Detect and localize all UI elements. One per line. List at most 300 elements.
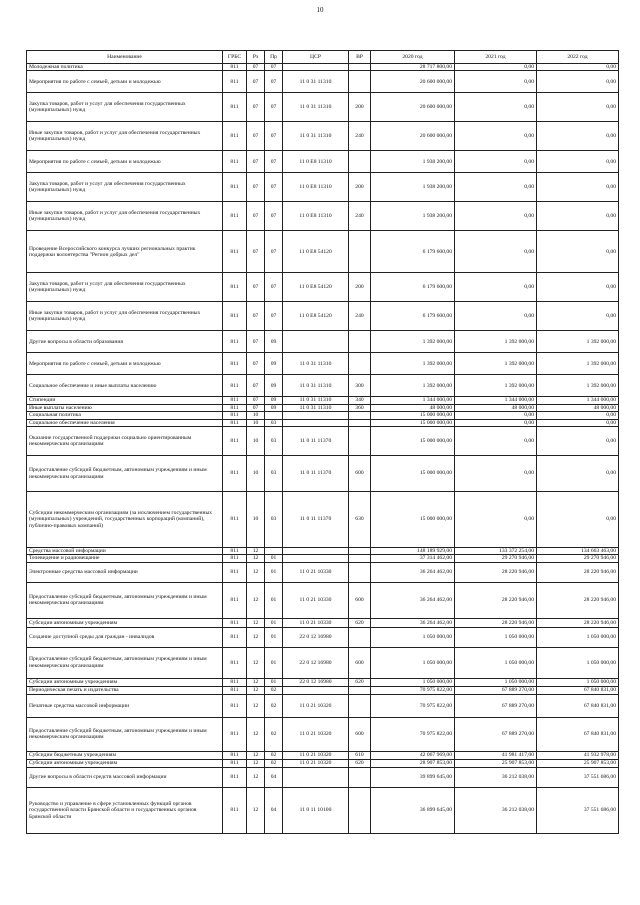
table-row <box>27 71 619 93</box>
cell-name: Субсидии бюджетным учреждениям <box>27 751 223 759</box>
cell-grbs: 811 <box>223 759 247 767</box>
cell-rz: 12 <box>247 555 265 562</box>
cell-grbs: 811 <box>223 582 247 618</box>
cell-pr: 09 <box>265 404 283 411</box>
cell-vr: 600 <box>349 647 371 678</box>
cell-csr: 11 0 31 11310 <box>283 375 349 397</box>
cell-name: Социальная политика <box>27 412 223 419</box>
cell-pr: 04 <box>265 787 283 833</box>
cell-csr: 22 0 12 16980 <box>283 627 349 647</box>
table-row <box>27 787 619 833</box>
cell-grbs: 811 <box>223 122 247 151</box>
cell-grbs: 811 <box>223 273 247 302</box>
cell-csr: 11 0 11 10100 <box>283 787 349 833</box>
cell-grbs: 811 <box>223 404 247 411</box>
cell-name: Электронные средства массовой информации <box>27 562 223 582</box>
cell-2021: 1 050 000,00 <box>455 627 537 647</box>
cell-2020: 148 189 929,00 <box>371 548 455 555</box>
cell-vr <box>349 151 371 173</box>
cell-2021: 0,00 <box>455 173 537 202</box>
cell-pr: 07 <box>265 231 283 273</box>
cell-vr <box>349 427 371 456</box>
header-2020: 2020 год <box>371 51 455 64</box>
cell-grbs: 811 <box>223 427 247 456</box>
cell-pr <box>265 412 283 419</box>
cell-name: Социальное обеспечение и иные выплаты населению <box>27 375 223 397</box>
cell-2020: 15 000 000,00 <box>371 492 455 548</box>
cell-vr: 240 <box>349 122 371 151</box>
cell-csr: 11 0 21 10330 <box>283 618 349 627</box>
cell-csr <box>283 64 349 71</box>
table-row <box>27 64 619 71</box>
cell-csr: 11 0 21 10320 <box>283 751 349 759</box>
cell-name: Закупка товаров, работ и услуг для обеспечения государственных (муниципальных) нужд <box>27 173 223 202</box>
cell-name: Предоставление субсидий бюджетным, автономным учреждениям и иным некоммерческим организациям <box>27 647 223 678</box>
cell-pr: 07 <box>265 64 283 71</box>
cell-pr: 07 <box>265 122 283 151</box>
cell-vr <box>349 555 371 562</box>
table-row <box>27 456 619 492</box>
cell-csr: 11 0 E8 54120 <box>283 273 349 302</box>
cell-vr: 630 <box>349 492 371 548</box>
cell-2021: 1 050 000,00 <box>455 647 537 678</box>
table-row <box>27 678 619 686</box>
cell-2022: 67 840 831,00 <box>537 717 619 751</box>
cell-name: Средства массовой информации <box>27 548 223 555</box>
cell-2021: 48 000,00 <box>455 404 537 411</box>
cell-csr: 11 0 31 11310 <box>283 93 349 122</box>
cell-grbs: 811 <box>223 555 247 562</box>
cell-pr <box>265 548 283 555</box>
cell-pr: 09 <box>265 397 283 404</box>
cell-pr: 01 <box>265 582 283 618</box>
cell-2022: 0,00 <box>537 427 619 456</box>
cell-2021: 41 981 417,00 <box>455 751 537 759</box>
cell-rz: 10 <box>247 427 265 456</box>
cell-vr: 200 <box>349 173 371 202</box>
cell-grbs: 811 <box>223 456 247 492</box>
cell-pr: 02 <box>265 686 283 694</box>
cell-name: Субсидии некоммерческим организациям (за исключением государственных (муниципальных) учреждений, государственных корпораций (компаний), публично-правовых компаний) <box>27 492 223 548</box>
cell-vr <box>349 331 371 353</box>
cell-2022: 0,00 <box>537 122 619 151</box>
cell-2021: 0,00 <box>455 492 537 548</box>
cell-name: Периодическая печать и издательства <box>27 686 223 694</box>
cell-pr: 07 <box>265 93 283 122</box>
cell-rz: 07 <box>247 273 265 302</box>
cell-vr: 200 <box>349 93 371 122</box>
cell-pr: 07 <box>265 302 283 331</box>
cell-2022: 67 840 831,00 <box>537 686 619 694</box>
cell-name: Телевидение и радиовещание <box>27 555 223 562</box>
cell-vr <box>349 767 371 787</box>
cell-name: Другие вопросы в области образования <box>27 331 223 353</box>
table-row <box>27 627 619 647</box>
header-grbs: ГРБС <box>223 51 247 64</box>
cell-csr: 11 0 31 11310 <box>283 122 349 151</box>
cell-2020: 15 000 000,00 <box>371 427 455 456</box>
table-row <box>27 404 619 411</box>
cell-grbs: 811 <box>223 548 247 555</box>
cell-csr: 11 0 11 11370 <box>283 427 349 456</box>
cell-2021: 1 392 000,00 <box>455 353 537 375</box>
cell-csr: 22 0 12 16980 <box>283 678 349 686</box>
cell-vr: 610 <box>349 751 371 759</box>
cell-2022: 1 392 000,00 <box>537 375 619 397</box>
cell-2021: 133 372 254,00 <box>455 548 537 555</box>
cell-name: Иные закупки товаров, работ и услуг для обеспечения государственных (муниципальных) нужд <box>27 202 223 231</box>
cell-vr: 620 <box>349 759 371 767</box>
cell-grbs: 811 <box>223 787 247 833</box>
cell-2021: 0,00 <box>455 302 537 331</box>
cell-name: Субсидии автономным учреждениям <box>27 759 223 767</box>
cell-pr: 09 <box>265 375 283 397</box>
cell-pr: 02 <box>265 759 283 767</box>
cell-vr: 240 <box>349 202 371 231</box>
cell-2021: 67 889 270,00 <box>455 686 537 694</box>
table-row <box>27 375 619 397</box>
table-row <box>27 694 619 717</box>
cell-rz: 07 <box>247 71 265 93</box>
table-row <box>27 412 619 419</box>
table-row <box>27 93 619 122</box>
cell-2022: 0,00 <box>537 93 619 122</box>
cell-2020: 20 600 000,00 <box>371 122 455 151</box>
cell-grbs: 811 <box>223 767 247 787</box>
cell-2021: 0,00 <box>455 427 537 456</box>
cell-2021: 28 220 946,00 <box>455 582 537 618</box>
cell-pr: 07 <box>265 71 283 93</box>
cell-rz: 07 <box>247 64 265 71</box>
cell-vr <box>349 353 371 375</box>
cell-name: Закупка товаров, работ и услуг для обеспечения государственных (муниципальных) нужд <box>27 93 223 122</box>
cell-2021: 0,00 <box>455 412 537 419</box>
cell-pr: 01 <box>265 627 283 647</box>
cell-grbs: 811 <box>223 412 247 419</box>
cell-grbs: 811 <box>223 375 247 397</box>
cell-pr: 07 <box>265 273 283 302</box>
cell-rz: 12 <box>247 759 265 767</box>
cell-vr: 600 <box>349 456 371 492</box>
cell-name: Оказание государственной поддержки социально ориентированным некоммерческим организациям <box>27 427 223 456</box>
cell-pr: 09 <box>265 353 283 375</box>
cell-name: Социальное обеспечение населения <box>27 419 223 426</box>
cell-2021: 0,00 <box>455 122 537 151</box>
cell-grbs: 811 <box>223 618 247 627</box>
cell-grbs: 811 <box>223 686 247 694</box>
cell-2022: 0,00 <box>537 412 619 419</box>
cell-2020: 1 344 000,00 <box>371 397 455 404</box>
cell-name: Предоставление субсидий бюджетным, автономным учреждениям и иным некоммерческим организациям <box>27 456 223 492</box>
table-row <box>27 397 619 404</box>
cell-pr: 02 <box>265 694 283 717</box>
cell-csr: 11 0 21 10330 <box>283 582 349 618</box>
cell-name: Мероприятия по работе с семьей, детьми и молодежью <box>27 353 223 375</box>
cell-2022: 41 932 978,00 <box>537 751 619 759</box>
cell-2021: 28 220 946,00 <box>455 562 537 582</box>
cell-rz: 07 <box>247 202 265 231</box>
cell-2020: 1 938 200,00 <box>371 202 455 231</box>
cell-rz: 12 <box>247 751 265 759</box>
table-row <box>27 548 619 555</box>
header-vr: ВР <box>349 51 371 64</box>
cell-vr <box>349 562 371 582</box>
cell-grbs: 811 <box>223 71 247 93</box>
cell-pr: 07 <box>265 202 283 231</box>
page-number: 10 <box>316 6 324 14</box>
cell-csr: 11 0 21 10320 <box>283 759 349 767</box>
cell-csr: 11 0 E8 11310 <box>283 173 349 202</box>
cell-2021: 67 889 270,00 <box>455 694 537 717</box>
cell-2022: 0,00 <box>537 302 619 331</box>
table-row <box>27 331 619 353</box>
cell-csr: 11 0 31 11310 <box>283 71 349 93</box>
cell-2021: 1 050 000,00 <box>455 678 537 686</box>
table-row <box>27 202 619 231</box>
cell-grbs: 811 <box>223 302 247 331</box>
table-row <box>27 122 619 151</box>
cell-csr: 11 0 E8 11310 <box>283 202 349 231</box>
cell-pr: 07 <box>265 173 283 202</box>
table-row <box>27 173 619 202</box>
cell-rz: 12 <box>247 686 265 694</box>
cell-grbs: 811 <box>223 397 247 404</box>
cell-vr: 200 <box>349 273 371 302</box>
cell-name: Мероприятия по работе с семьей, детьми и молодежью <box>27 71 223 93</box>
cell-2020: 48 000,00 <box>371 404 455 411</box>
cell-grbs: 811 <box>223 331 247 353</box>
cell-name: Субсидии автономным учреждениям <box>27 678 223 686</box>
cell-pr: 03 <box>265 427 283 456</box>
cell-csr <box>283 767 349 787</box>
cell-rz: 12 <box>247 582 265 618</box>
table-row <box>27 686 619 694</box>
cell-csr: 11 0 E8 11310 <box>283 151 349 173</box>
cell-pr: 02 <box>265 717 283 751</box>
cell-2020: 1 938 200,00 <box>371 173 455 202</box>
cell-vr <box>349 231 371 273</box>
cell-2021: 0,00 <box>455 273 537 302</box>
cell-pr: 07 <box>265 151 283 173</box>
cell-2020: 28 717 800,00 <box>371 64 455 71</box>
cell-rz: 12 <box>247 767 265 787</box>
cell-csr <box>283 686 349 694</box>
cell-grbs: 811 <box>223 717 247 751</box>
cell-2022: 0,00 <box>537 273 619 302</box>
table-row <box>27 562 619 582</box>
cell-rz: 12 <box>247 678 265 686</box>
cell-2021: 0,00 <box>455 202 537 231</box>
cell-2021: 36 212 038,00 <box>455 787 537 833</box>
cell-2021: 0,00 <box>455 64 537 71</box>
cell-name: Иные закупки товаров, работ и услуг для обеспечения государственных (муниципальных) нужд <box>27 122 223 151</box>
cell-vr <box>349 627 371 647</box>
cell-2021: 29 270 946,00 <box>455 555 537 562</box>
cell-grbs: 811 <box>223 562 247 582</box>
cell-rz: 12 <box>247 548 265 555</box>
cell-2020: 42 067 969,00 <box>371 751 455 759</box>
table-row <box>27 555 619 562</box>
cell-csr: 11 0 E8 54120 <box>283 231 349 273</box>
cell-vr <box>349 686 371 694</box>
table-row <box>27 647 619 678</box>
cell-2020: 70 975 822,00 <box>371 694 455 717</box>
cell-2022: 1 392 000,00 <box>537 353 619 375</box>
cell-grbs: 811 <box>223 231 247 273</box>
cell-2021: 67 889 270,00 <box>455 717 537 751</box>
cell-vr <box>349 548 371 555</box>
cell-name: Предоставление субсидий бюджетным, автономным учреждениям и иным некоммерческим организациям <box>27 582 223 618</box>
table-row <box>27 231 619 273</box>
cell-2020: 1 392 000,00 <box>371 331 455 353</box>
cell-2021: 0,00 <box>455 456 537 492</box>
cell-2022: 134 663 463,00 <box>537 548 619 555</box>
cell-grbs: 811 <box>223 173 247 202</box>
cell-csr: 11 0 E8 54120 <box>283 302 349 331</box>
cell-2020: 6 179 600,00 <box>371 302 455 331</box>
cell-2020: 36 264 462,00 <box>371 618 455 627</box>
cell-vr: 340 <box>349 397 371 404</box>
cell-2022: 28 220 946,00 <box>537 618 619 627</box>
cell-csr <box>283 419 349 426</box>
cell-2022: 0,00 <box>537 419 619 426</box>
header-rz: Рз <box>247 51 265 64</box>
cell-2021: 0,00 <box>455 231 537 273</box>
cell-csr: 11 0 31 11310 <box>283 404 349 411</box>
cell-name: Руководство и управление в сфере установленных функций органов государственной власти Брянской области и государственных органов Брянской области <box>27 787 223 833</box>
cell-rz: 07 <box>247 93 265 122</box>
cell-name: Создание доступной среды для граждан - инвалидов <box>27 627 223 647</box>
cell-rz: 12 <box>247 717 265 751</box>
cell-rz: 12 <box>247 647 265 678</box>
cell-2020: 6 179 600,00 <box>371 273 455 302</box>
cell-name: Закупка товаров, работ и услуг для обеспечения государственных (муниципальных) нужд <box>27 273 223 302</box>
cell-2022: 48 000,00 <box>537 404 619 411</box>
cell-csr: 11 0 11 11370 <box>283 456 349 492</box>
cell-2020: 36 264 462,00 <box>371 582 455 618</box>
cell-grbs: 811 <box>223 419 247 426</box>
cell-2022: 1 050 000,00 <box>537 627 619 647</box>
cell-2020: 1 050 000,00 <box>371 678 455 686</box>
cell-2020: 28 907 853,00 <box>371 759 455 767</box>
cell-rz: 10 <box>247 412 265 419</box>
cell-2022: 37 551 686,00 <box>537 787 619 833</box>
cell-2020: 70 975 822,00 <box>371 717 455 751</box>
cell-pr: 02 <box>265 751 283 759</box>
cell-name: Иные закупки товаров, работ и услуг для обеспечения государственных (муниципальных) нужд <box>27 302 223 331</box>
cell-2021: 36 212 038,00 <box>455 767 537 787</box>
cell-grbs: 811 <box>223 627 247 647</box>
cell-vr: 600 <box>349 582 371 618</box>
cell-pr: 01 <box>265 618 283 627</box>
cell-2022: 1 050 000,00 <box>537 678 619 686</box>
cell-rz: 07 <box>247 353 265 375</box>
cell-grbs: 811 <box>223 151 247 173</box>
cell-csr: 11 0 21 10330 <box>283 562 349 582</box>
cell-vr: 300 <box>349 375 371 397</box>
table-row <box>27 419 619 426</box>
cell-2021: 0,00 <box>455 151 537 173</box>
cell-2022: 1 050 000,00 <box>537 647 619 678</box>
cell-2022: 0,00 <box>537 492 619 548</box>
cell-2020: 70 975 822,00 <box>371 686 455 694</box>
cell-2020: 39 899 645,00 <box>371 767 455 787</box>
cell-rz: 10 <box>247 456 265 492</box>
cell-2020: 1 050 000,00 <box>371 627 455 647</box>
table-row <box>27 273 619 302</box>
cell-rz: 07 <box>247 404 265 411</box>
table-row <box>27 427 619 456</box>
cell-grbs: 811 <box>223 647 247 678</box>
cell-csr <box>283 412 349 419</box>
cell-2020: 36 899 645,00 <box>371 787 455 833</box>
cell-grbs: 811 <box>223 353 247 375</box>
cell-csr <box>283 555 349 562</box>
cell-2022: 1 344 000,00 <box>537 397 619 404</box>
cell-rz: 10 <box>247 419 265 426</box>
cell-name: Предоставление субсидий бюджетным, автономным учреждениям и иным некоммерческим организациям <box>27 717 223 751</box>
cell-2022: 0,00 <box>537 202 619 231</box>
cell-2021: 0,00 <box>455 419 537 426</box>
cell-name: Мероприятия по работе с семьей, детьми и молодежью <box>27 151 223 173</box>
table-row <box>27 618 619 627</box>
cell-rz: 07 <box>247 375 265 397</box>
cell-2021: 1 344 000,00 <box>455 397 537 404</box>
cell-grbs: 811 <box>223 93 247 122</box>
cell-2020: 1 938 200,00 <box>371 151 455 173</box>
header-csr: ЦСР <box>283 51 349 64</box>
cell-vr: 360 <box>349 404 371 411</box>
cell-2020: 15 000 000,00 <box>371 419 455 426</box>
cell-pr: 03 <box>265 456 283 492</box>
cell-grbs: 811 <box>223 751 247 759</box>
cell-name: Иные выплаты населению <box>27 404 223 411</box>
table-row <box>27 302 619 331</box>
cell-2021: 1 392 000,00 <box>455 375 537 397</box>
cell-vr: 240 <box>349 302 371 331</box>
cell-2022: 0,00 <box>537 173 619 202</box>
table-row <box>27 492 619 548</box>
cell-grbs: 811 <box>223 202 247 231</box>
cell-rz: 12 <box>247 618 265 627</box>
cell-2021: 0,00 <box>455 93 537 122</box>
cell-csr: 11 0 31 11310 <box>283 353 349 375</box>
cell-rz: 12 <box>247 562 265 582</box>
cell-grbs: 811 <box>223 492 247 548</box>
cell-csr: 11 0 31 11310 <box>283 397 349 404</box>
cell-csr: 22 0 12 16980 <box>283 647 349 678</box>
table-row <box>27 767 619 787</box>
cell-rz: 12 <box>247 694 265 717</box>
cell-vr: 600 <box>349 717 371 751</box>
cell-pr: 09 <box>265 331 283 353</box>
cell-pr: 03 <box>265 492 283 548</box>
cell-2021: 0,00 <box>455 71 537 93</box>
cell-pr: 01 <box>265 562 283 582</box>
cell-2022: 0,00 <box>537 71 619 93</box>
cell-pr: 01 <box>265 678 283 686</box>
header-2022: 2022 год <box>537 51 619 64</box>
table-row <box>27 582 619 618</box>
cell-rz: 07 <box>247 151 265 173</box>
cell-2022: 0,00 <box>537 231 619 273</box>
cell-vr <box>349 412 371 419</box>
cell-rz: 12 <box>247 627 265 647</box>
cell-2022: 0,00 <box>537 64 619 71</box>
table-header-row <box>27 51 619 64</box>
table-row <box>27 151 619 173</box>
cell-2021: 1 392 000,00 <box>455 331 537 353</box>
